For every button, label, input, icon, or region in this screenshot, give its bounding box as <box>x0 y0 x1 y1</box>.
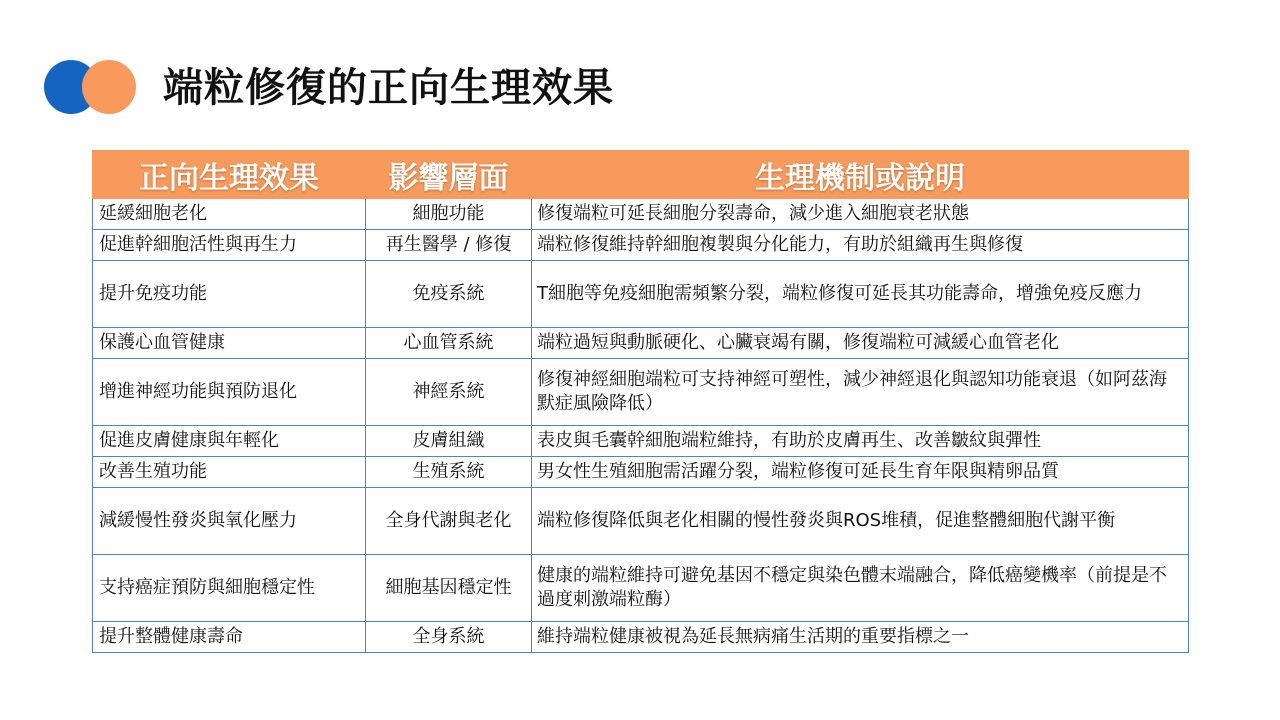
level-cell: 心血管系統 <box>366 328 532 359</box>
effect-cell: 延緩細胞老化 <box>93 199 366 230</box>
description-cell: 端粒過短與動脈硬化、心臟衰竭有關，修復端粒可減緩心血管老化 <box>532 328 1189 359</box>
header-description: 生理機制或說明 <box>532 151 1189 199</box>
effect-cell: 支持癌症預防與細胞穩定性 <box>93 555 366 622</box>
effect-cell: 增進神經功能與預防退化 <box>93 359 366 426</box>
table-row <box>93 457 1189 488</box>
description-cell: T細胞等免疫細胞需頻繁分裂，端粒修復可延長其功能壽命，增強免疫反應力 <box>532 261 1189 328</box>
effect-cell: 減緩慢性發炎與氧化壓力 <box>93 488 366 555</box>
table-row <box>93 328 1189 359</box>
page-title: 端粒修復的正向生理效果 <box>163 65 614 111</box>
description-cell: 健康的端粒維持可避免基因不穩定與染色體末端融合，降低癌變機率（前提是不過度刺激端粒酶） <box>532 555 1189 622</box>
level-cell: 神經系統 <box>366 359 532 426</box>
level-cell: 細胞基因穩定性 <box>366 555 532 622</box>
effect-cell: 促進皮膚健康與年輕化 <box>93 426 366 457</box>
level-cell: 免疫系統 <box>366 261 532 328</box>
table-row <box>93 622 1189 653</box>
description-cell: 表皮與毛囊幹細胞端粒維持，有助於皮膚再生、改善皺紋與彈性 <box>532 426 1189 457</box>
description-cell: 修復神經細胞端粒可支持神經可塑性，減少神經退化與認知功能衰退（如阿茲海默症風險降低） <box>532 359 1189 426</box>
description-cell: 男女性生殖細胞需活躍分裂，端粒修復可延長生育年限與精卵品質 <box>532 457 1189 488</box>
header-effect: 正向生理效果 <box>93 151 366 199</box>
header-level: 影響層面 <box>366 151 532 199</box>
effects-table <box>92 150 1189 653</box>
logo-circles <box>44 59 139 115</box>
table-header-row <box>93 151 1189 199</box>
table-row <box>93 199 1189 230</box>
description-cell: 端粒修復降低與老化相關的慢性發炎與ROS堆積，促進整體細胞代謝平衡 <box>532 488 1189 555</box>
effect-cell: 促進幹細胞活性與再生力 <box>93 230 366 261</box>
table-row <box>93 261 1189 328</box>
table-row <box>93 555 1189 622</box>
orange-circle-icon <box>82 60 136 114</box>
level-cell: 皮膚組織 <box>366 426 532 457</box>
description-cell: 修復端粒可延長細胞分裂壽命，減少進入細胞衰老狀態 <box>532 199 1189 230</box>
table-row <box>93 488 1189 555</box>
description-cell: 端粒修復維持幹細胞複製與分化能力，有助於組織再生與修復 <box>532 230 1189 261</box>
table-row <box>93 426 1189 457</box>
table-row <box>93 359 1189 426</box>
level-cell: 細胞功能 <box>366 199 532 230</box>
description-cell: 維持端粒健康被視為延長無病痛生活期的重要指標之一 <box>532 622 1189 653</box>
table-row <box>93 230 1189 261</box>
effect-cell: 提升整體健康壽命 <box>93 622 366 653</box>
effect-cell: 改善生殖功能 <box>93 457 366 488</box>
effect-cell: 保護心血管健康 <box>93 328 366 359</box>
level-cell: 再生醫學 / 修復 <box>366 230 532 261</box>
level-cell: 生殖系統 <box>366 457 532 488</box>
effect-cell: 提升免疫功能 <box>93 261 366 328</box>
level-cell: 全身系統 <box>366 622 532 653</box>
level-cell: 全身代謝與老化 <box>366 488 532 555</box>
